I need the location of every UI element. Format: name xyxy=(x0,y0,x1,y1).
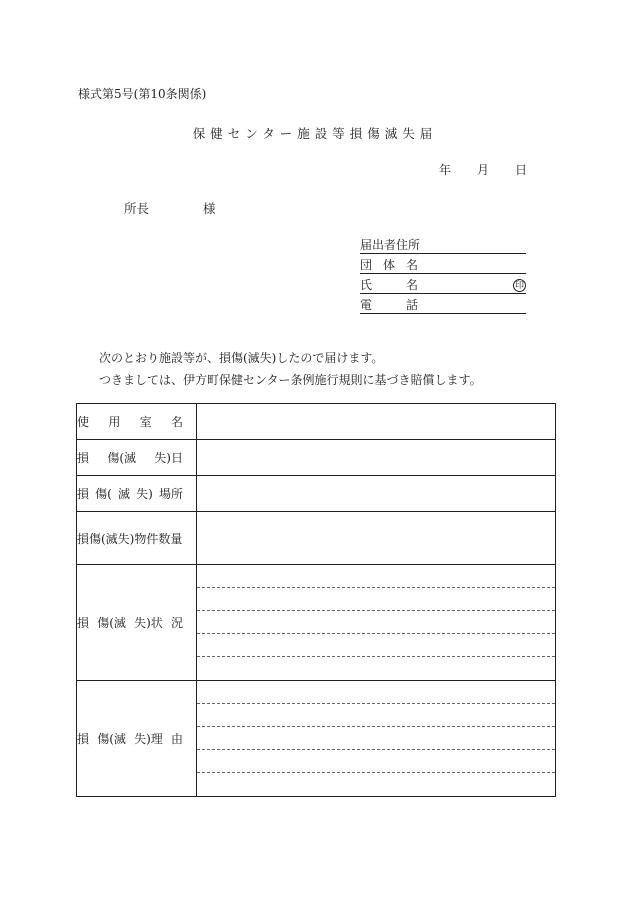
table-row xyxy=(77,404,556,440)
damage-status-label: 損 傷(滅 失)状 況 xyxy=(77,565,197,681)
applicant-name-label: 氏 名 xyxy=(360,278,418,292)
date-year-label: 年 xyxy=(438,163,451,177)
damage-reason-label: 損 傷(滅 失)理 由 xyxy=(77,681,197,797)
date-field xyxy=(439,161,527,178)
addressee-honorific: 様 xyxy=(203,201,216,216)
table-row xyxy=(77,440,556,476)
applicant-phone-field[interactable] xyxy=(360,296,526,314)
table-row xyxy=(77,681,556,797)
applicant-address-label: 届出者住所 xyxy=(360,238,421,252)
form-number: 様式第5号(第10条関係) xyxy=(78,87,207,101)
seal-icon: 印 xyxy=(514,281,524,291)
damage-date-input[interactable] xyxy=(197,440,556,476)
damage-place-label: 損 傷( 滅 失) 場所 xyxy=(77,476,197,512)
date-day-label: 日 xyxy=(514,163,527,177)
damage-report-table xyxy=(76,403,556,797)
damage-reason-input[interactable] xyxy=(197,681,556,797)
table-row xyxy=(77,476,556,512)
room-name-label: 使 用 室 名 xyxy=(77,404,197,440)
body-line-1: 次のとおり施設等が、損傷(滅失)したので届けます。 xyxy=(99,351,384,365)
damage-status-input[interactable] xyxy=(197,565,556,681)
form-title: 保健センター施設等損傷滅失届 xyxy=(192,126,438,141)
applicant-name-field[interactable] xyxy=(360,276,526,294)
damage-date-label: 損 傷(滅 失)日 xyxy=(77,440,197,476)
applicant-group-label: 団 体 名 xyxy=(360,258,418,272)
damage-place-input[interactable] xyxy=(197,476,556,512)
table-row xyxy=(77,512,556,565)
damage-items-input[interactable] xyxy=(197,512,556,565)
applicant-group-field[interactable] xyxy=(360,256,526,274)
table-row xyxy=(77,565,556,681)
date-month-label: 月 xyxy=(476,163,489,177)
damage-items-label: 損傷(滅失)物件数量 xyxy=(77,512,197,565)
applicant-address-field[interactable] xyxy=(360,236,526,254)
body-line-2: つきましては、伊方町保健センター条例施行規則に基づき賠償します。 xyxy=(99,373,482,387)
applicant-phone-label: 電 話 xyxy=(360,298,418,312)
room-name-input[interactable] xyxy=(197,404,556,440)
addressee-office: 所長 xyxy=(124,201,150,216)
applicant-block xyxy=(360,236,526,316)
addressee xyxy=(124,199,216,217)
